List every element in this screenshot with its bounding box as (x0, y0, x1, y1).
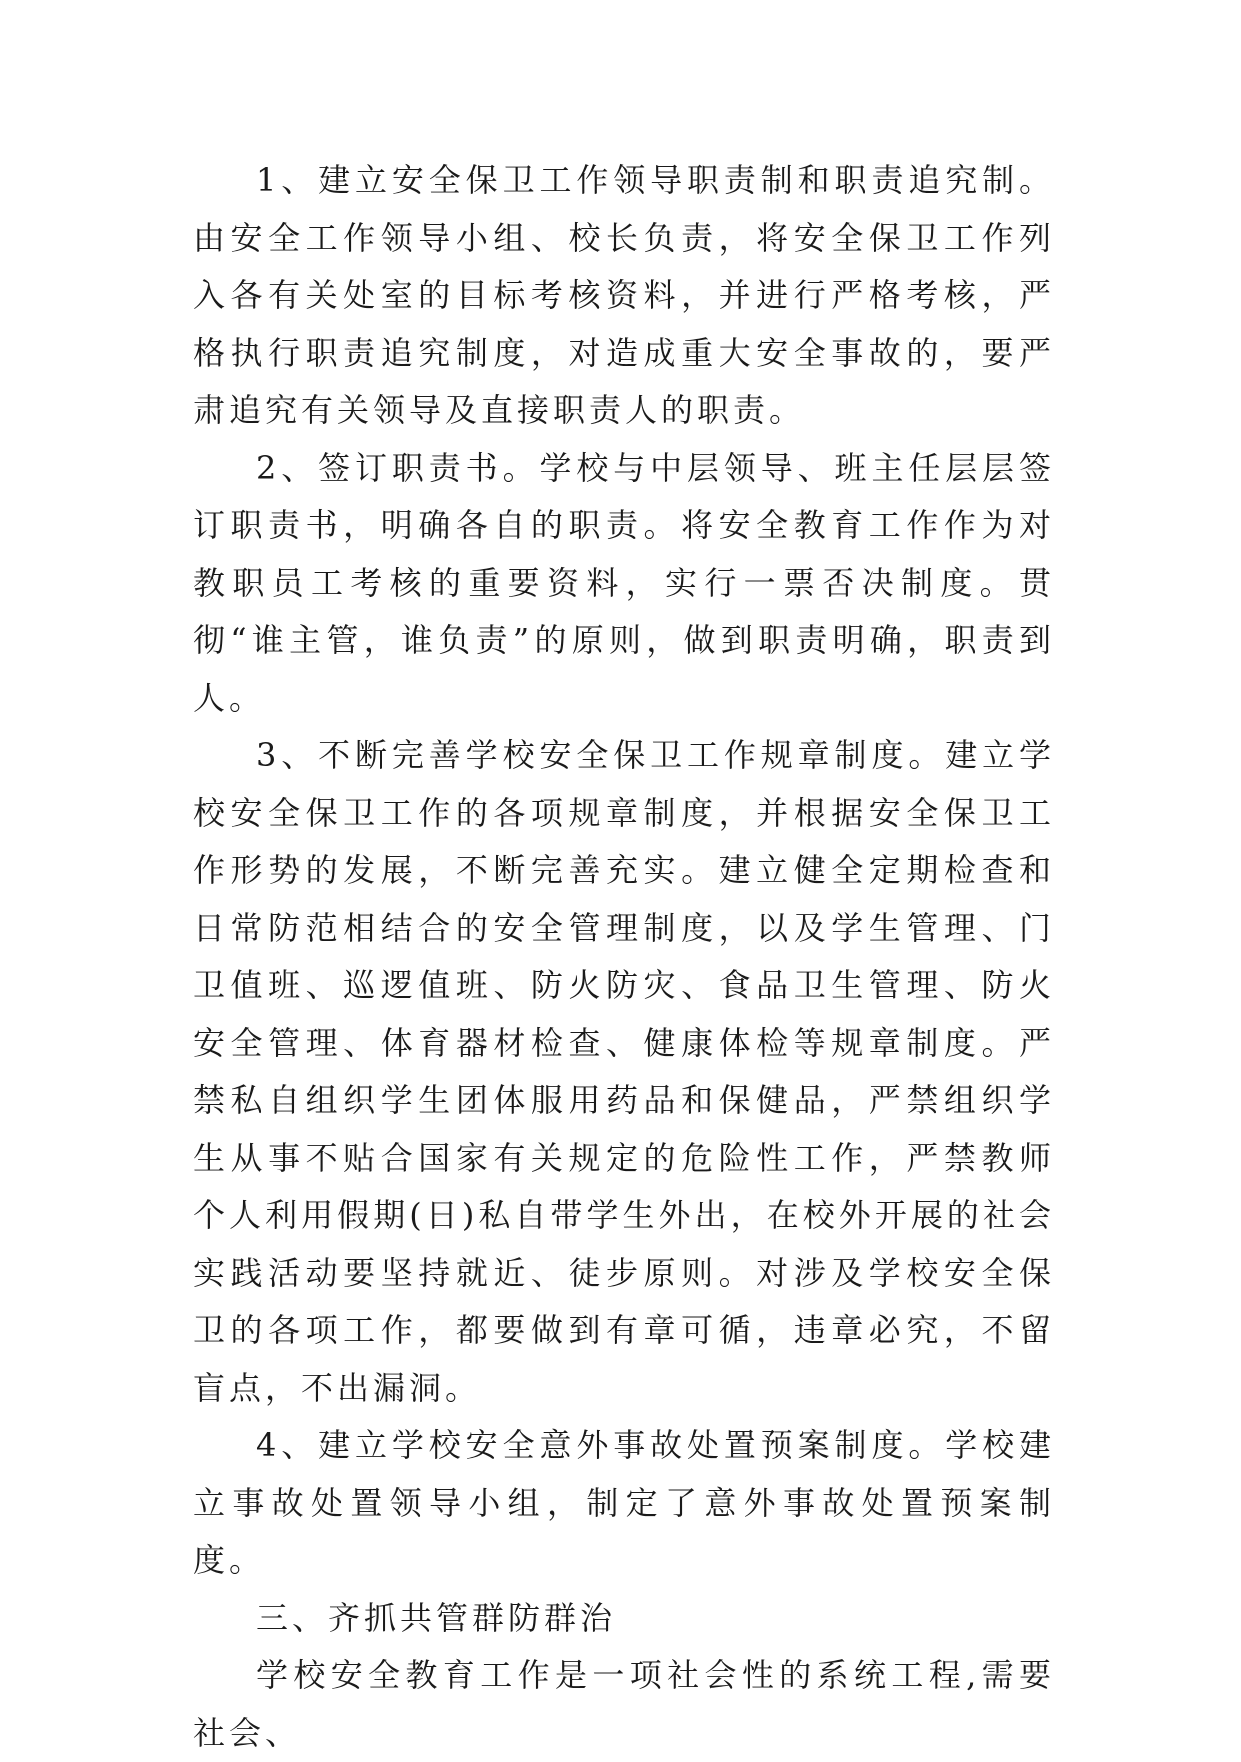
paragraph-3: 3、不断完善学校安全保卫工作规章制度。建立学校安全保卫工作的各项规章制度，并根据安全保卫工作形势的发展，不断完善充实。建立健全定期检查和日常防范相结合的安全管理制度，以及学生管理、门卫值班、巡逻值班、防火防灾、食品卫生管理、防火安全管理、体育器材检查、健康体检等规章制度。严禁私自组织学生团体服用药品和保健品，严禁组织学生从事不贴合国家有关规定的危险性工作，严禁教师个人利用假期(日)私自带学生外出，在校外开展的社会实践活动要坚持就近、徒步原则。对涉及学校安全保卫的各项工作，都要做到有章可循，违章必究，不留盲点，不出漏洞。 (193, 736, 1055, 1407)
paragraph-2: 2、签订职责书。学校与中层领导、班主任层层签订职责书，明确各自的职责。将安全教育工作作为对教职员工考核的重要资料，实行一票否决制度。贯彻“谁主管，谁负责”的原则，做到职责明确，职责到人。 (193, 448, 1055, 717)
paragraph-4: 4、建立学校安全意外事故处置预案制度。学校建立事故处置领导小组，制定了意外事故处置预案制度。 (193, 1426, 1055, 1579)
paragraph-1: 1、建立安全保卫工作领导职责制和职责追究制。由安全工作领导小组、校长负责，将安全保卫工作列入各有关处室的目标考核资料，并进行严格考核，严格执行职责追究制度，对造成重大安全事故的，要严肃追究有关领导及直接职责人的职责。 (193, 161, 1055, 429)
document-body (193, 152, 1055, 1762)
section-heading: 三、齐抓共管群防群治 (256, 1598, 617, 1637)
closing-paragraph: 学校安全教育工作是一项社会性的系统工程,需要社会、 (193, 1656, 1055, 1752)
